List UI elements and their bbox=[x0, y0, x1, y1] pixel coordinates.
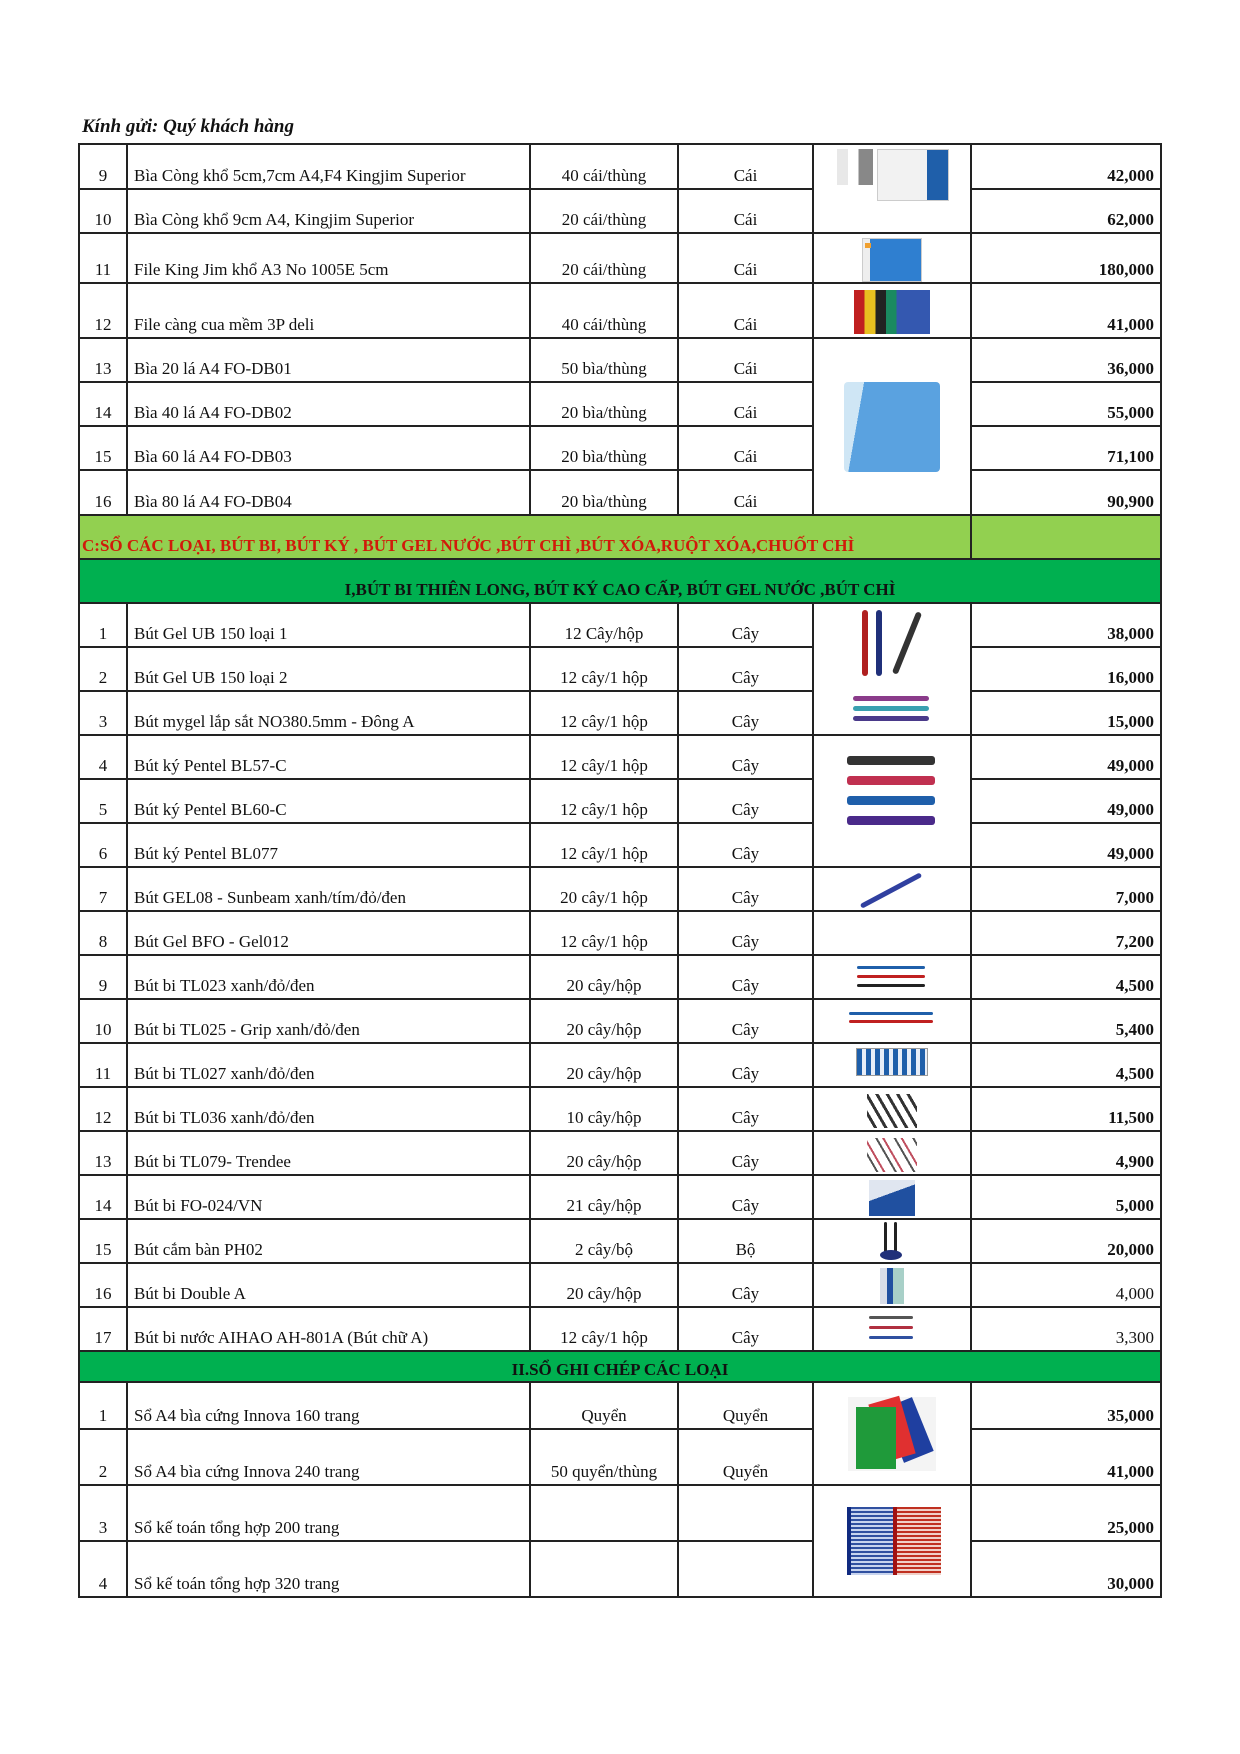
packing-quantity: 20 cây/hộp bbox=[530, 955, 678, 999]
packing-quantity: 50 quyển/thùng bbox=[530, 1429, 678, 1485]
pentel-pens-picture bbox=[847, 756, 937, 836]
unit-price: 4,900 bbox=[971, 1131, 1161, 1175]
mygel-pens-picture bbox=[853, 694, 931, 724]
packing-quantity: 20 cây/hộp bbox=[530, 1131, 678, 1175]
section-i-title: I,BÚT BI THIÊN LONG, BÚT KÝ CAO CẤP, BÚT GEL NƯỚC ,BÚT CHÌ bbox=[79, 559, 1161, 603]
item-description: Bút bi TL023 xanh/đỏ/đen bbox=[127, 955, 530, 999]
packing-quantity: 12 cây/1 hộp bbox=[530, 647, 678, 691]
unit-of-measure: Cây bbox=[678, 1131, 813, 1175]
packing-quantity bbox=[530, 1485, 678, 1541]
aihao-pens-picture bbox=[869, 1314, 915, 1342]
packing-quantity: 12 cây/1 hộp bbox=[530, 735, 678, 779]
table-row bbox=[79, 1131, 1161, 1175]
unit-of-measure: Cái bbox=[678, 283, 813, 338]
packing-quantity: 20 cây/hộp bbox=[530, 1043, 678, 1087]
row-number: 15 bbox=[79, 426, 127, 470]
unit-of-measure: Cái bbox=[678, 233, 813, 283]
unit-price: 90,900 bbox=[971, 470, 1161, 515]
price-list-table bbox=[78, 143, 1162, 1598]
unit-price: 42,000 bbox=[971, 144, 1161, 189]
unit-of-measure: Cây bbox=[678, 867, 813, 911]
row-number: 4 bbox=[79, 1541, 127, 1597]
packing-quantity: 10 cây/hộp bbox=[530, 1087, 678, 1131]
row-number: 17 bbox=[79, 1307, 127, 1351]
table-row bbox=[79, 338, 1161, 382]
packing-quantity: 20 cái/thùng bbox=[530, 233, 678, 283]
row-number: 16 bbox=[79, 1263, 127, 1307]
packing-quantity: 20 cái/thùng bbox=[530, 189, 678, 233]
item-description: Bút GEL08 - Sunbeam xanh/tím/đỏ/đen bbox=[127, 867, 530, 911]
packing-quantity: 20 cây/1 hộp bbox=[530, 867, 678, 911]
product-image-cell bbox=[813, 911, 971, 955]
unit-price: 49,000 bbox=[971, 823, 1161, 867]
item-description: Bút Gel BFO - Gel012 bbox=[127, 911, 530, 955]
unit-of-measure: Cây bbox=[678, 999, 813, 1043]
table-row bbox=[79, 1219, 1161, 1263]
item-description: Bút ký Pentel BL077 bbox=[127, 823, 530, 867]
tl023-pens-picture bbox=[857, 962, 927, 992]
table-row bbox=[79, 647, 1161, 691]
unit-price: 55,000 bbox=[971, 382, 1161, 426]
packing-quantity: 12 cây/1 hộp bbox=[530, 691, 678, 735]
packing-quantity: 2 cây/bộ bbox=[530, 1219, 678, 1263]
unit-price: 35,000 bbox=[971, 1382, 1161, 1429]
table-row bbox=[79, 144, 1161, 189]
product-image-cell bbox=[813, 283, 971, 338]
unit-price: 25,000 bbox=[971, 1485, 1161, 1541]
unit-of-measure: Cây bbox=[678, 603, 813, 647]
row-number: 14 bbox=[79, 1175, 127, 1219]
unit-of-measure bbox=[678, 1541, 813, 1597]
unit-price: 49,000 bbox=[971, 779, 1161, 823]
unit-price: 16,000 bbox=[971, 647, 1161, 691]
packing-quantity bbox=[530, 1541, 678, 1597]
item-description: Bút bi TL079- Trendee bbox=[127, 1131, 530, 1175]
table-row bbox=[79, 1382, 1161, 1429]
unit-price: 71,100 bbox=[971, 426, 1161, 470]
table-row bbox=[79, 1485, 1161, 1541]
packing-quantity: 20 bìa/thùng bbox=[530, 470, 678, 515]
table-row bbox=[79, 283, 1161, 338]
unit-price: 5,000 bbox=[971, 1175, 1161, 1219]
unit-of-measure: Quyển bbox=[678, 1382, 813, 1429]
item-description: Sổ kế toán tổng hợp 200 trang bbox=[127, 1485, 530, 1541]
table-row bbox=[79, 382, 1161, 426]
unit-price: 4,000 bbox=[971, 1263, 1161, 1307]
item-description: Bút bi FO-024/VN bbox=[127, 1175, 530, 1219]
packing-quantity: 12 Cây/hộp bbox=[530, 603, 678, 647]
row-number: 14 bbox=[79, 382, 127, 426]
clear-book-picture bbox=[844, 382, 940, 472]
table-row bbox=[79, 911, 1161, 955]
product-image-cell bbox=[813, 144, 971, 233]
table-row bbox=[79, 691, 1161, 735]
unit-of-measure: Cây bbox=[678, 1043, 813, 1087]
table-row bbox=[79, 1263, 1161, 1307]
packing-quantity: 20 bìa/thùng bbox=[530, 382, 678, 426]
item-description: Bìa 20 lá A4 FO-DB01 bbox=[127, 338, 530, 382]
section-ii-title: II.SỔ GHI CHÉP CÁC LOẠI bbox=[79, 1351, 1161, 1382]
item-description: Bút bi TL027 xanh/đỏ/đen bbox=[127, 1043, 530, 1087]
unit-price: 4,500 bbox=[971, 955, 1161, 999]
ring-binder-picture bbox=[837, 149, 947, 199]
product-image-cell bbox=[813, 1219, 971, 1263]
unit-of-measure: Cây bbox=[678, 911, 813, 955]
row-number: 11 bbox=[79, 233, 127, 283]
unit-of-measure: Cây bbox=[678, 691, 813, 735]
box-file-picture bbox=[862, 238, 922, 282]
item-description: Bút Gel UB 150 loại 1 bbox=[127, 603, 530, 647]
packing-quantity: 40 cái/thùng bbox=[530, 283, 678, 338]
fo024-pens-picture bbox=[869, 1180, 915, 1216]
unit-of-measure: Cây bbox=[678, 1087, 813, 1131]
unit-of-measure: Quyển bbox=[678, 1429, 813, 1485]
item-description: Bìa Còng khổ 5cm,7cm A4,F4 Kingjim Superior bbox=[127, 144, 530, 189]
row-number: 13 bbox=[79, 338, 127, 382]
unit-price: 7,000 bbox=[971, 867, 1161, 911]
tl027-box-picture bbox=[856, 1048, 928, 1076]
unit-price: 180,000 bbox=[971, 233, 1161, 283]
unit-price: 62,000 bbox=[971, 189, 1161, 233]
row-number: 7 bbox=[79, 867, 127, 911]
unit-of-measure: Cái bbox=[678, 470, 813, 515]
product-image-cell bbox=[813, 1131, 971, 1175]
row-number: 3 bbox=[79, 1485, 127, 1541]
unit-of-measure: Cây bbox=[678, 823, 813, 867]
item-description: Sổ kế toán tổng hợp 320 trang bbox=[127, 1541, 530, 1597]
packing-quantity: 50 bìa/thùng bbox=[530, 338, 678, 382]
product-image-cell bbox=[813, 1043, 971, 1087]
product-image-cell bbox=[813, 999, 971, 1043]
double-a-pens-picture bbox=[880, 1268, 904, 1304]
row-number: 10 bbox=[79, 999, 127, 1043]
item-description: Bút bi TL025 - Grip xanh/đỏ/đen bbox=[127, 999, 530, 1043]
packing-quantity: 12 cây/1 hộp bbox=[530, 823, 678, 867]
product-image-cell bbox=[813, 233, 971, 283]
table-row bbox=[79, 779, 1161, 823]
item-description: Bút bi Double A bbox=[127, 1263, 530, 1307]
table-row bbox=[79, 1307, 1161, 1351]
item-description: Sổ A4 bìa cứng Innova 240 trang bbox=[127, 1429, 530, 1485]
row-number: 1 bbox=[79, 603, 127, 647]
section-ii-header bbox=[79, 1351, 1161, 1382]
item-description: Bút bi TL036 xanh/đỏ/đen bbox=[127, 1087, 530, 1131]
row-number: 9 bbox=[79, 955, 127, 999]
product-image-cell bbox=[813, 1382, 971, 1485]
desk-pen-stand-picture bbox=[872, 1222, 912, 1262]
row-number: 5 bbox=[79, 779, 127, 823]
table-row bbox=[79, 1087, 1161, 1131]
packing-quantity: 20 cây/hộp bbox=[530, 1263, 678, 1307]
row-number: 10 bbox=[79, 189, 127, 233]
table-row bbox=[79, 470, 1161, 515]
unit-of-measure: Cây bbox=[678, 647, 813, 691]
row-number: 16 bbox=[79, 470, 127, 515]
unit-of-measure: Cây bbox=[678, 1263, 813, 1307]
product-image-cell bbox=[813, 1087, 971, 1131]
section-c-empty-cell bbox=[971, 515, 1161, 559]
packing-quantity: 40 cái/thùng bbox=[530, 144, 678, 189]
unit-price: 41,000 bbox=[971, 1429, 1161, 1485]
table-row bbox=[79, 233, 1161, 283]
tl036-pens-picture bbox=[867, 1094, 917, 1128]
row-number: 3 bbox=[79, 691, 127, 735]
innova-notebooks-picture bbox=[848, 1397, 936, 1471]
item-description: File King Jim khổ A3 No 1005E 5cm bbox=[127, 233, 530, 283]
table-row bbox=[79, 735, 1161, 779]
item-description: File càng cua mềm 3P deli bbox=[127, 283, 530, 338]
table-row bbox=[79, 999, 1161, 1043]
file-folders-picture bbox=[854, 290, 930, 334]
unit-of-measure: Cây bbox=[678, 1307, 813, 1351]
row-number: 1 bbox=[79, 1382, 127, 1429]
table-row bbox=[79, 426, 1161, 470]
item-description: Bìa 80 lá A4 FO-DB04 bbox=[127, 470, 530, 515]
item-description: Bìa Còng khổ 9cm A4, Kingjim Superior bbox=[127, 189, 530, 233]
tl025-pens-picture bbox=[849, 1010, 935, 1030]
unit-of-measure: Cái bbox=[678, 144, 813, 189]
product-image-cell bbox=[813, 1175, 971, 1219]
item-description: Bút Gel UB 150 loại 2 bbox=[127, 647, 530, 691]
row-number: 11 bbox=[79, 1043, 127, 1087]
greeting-heading: Kính gửi: Quý khách hàng bbox=[82, 116, 294, 137]
unit-price: 7,200 bbox=[971, 911, 1161, 955]
item-description: Bút cắm bàn PH02 bbox=[127, 1219, 530, 1263]
product-image-cell bbox=[813, 955, 971, 999]
product-image-cell bbox=[813, 735, 971, 867]
unit-price: 49,000 bbox=[971, 735, 1161, 779]
unit-of-measure: Cây bbox=[678, 1175, 813, 1219]
section-c-title: C:SỔ CÁC LOẠI, BÚT BI, BÚT KÝ , BÚT GEL NƯỚC ,BÚT CHÌ ,BÚT XÓA,RUỘT XÓA,CHUỐT CHÌ bbox=[79, 515, 971, 559]
table-row bbox=[79, 1541, 1161, 1597]
unit-price: 38,000 bbox=[971, 603, 1161, 647]
table-row bbox=[79, 1429, 1161, 1485]
row-number: 8 bbox=[79, 911, 127, 955]
row-number: 9 bbox=[79, 144, 127, 189]
unit-of-measure: Cây bbox=[678, 779, 813, 823]
unit-price: 30,000 bbox=[971, 1541, 1161, 1597]
product-image-cell bbox=[813, 603, 971, 735]
packing-quantity: 20 cây/hộp bbox=[530, 999, 678, 1043]
unit-of-measure: Cái bbox=[678, 189, 813, 233]
item-description: Bút bi nước AIHAO AH-801A (Bút chữ A) bbox=[127, 1307, 530, 1351]
sunbeam-pen-picture bbox=[857, 876, 927, 906]
unit-price: 15,000 bbox=[971, 691, 1161, 735]
tl079-pens-picture bbox=[867, 1138, 917, 1172]
item-description: Bút mygel lắp sắt NO380.5mm - Đông A bbox=[127, 691, 530, 735]
row-number: 13 bbox=[79, 1131, 127, 1175]
unit-of-measure bbox=[678, 1485, 813, 1541]
packing-quantity: 12 cây/1 hộp bbox=[530, 1307, 678, 1351]
row-number: 4 bbox=[79, 735, 127, 779]
unit-of-measure: Cái bbox=[678, 382, 813, 426]
unit-of-measure: Cái bbox=[678, 338, 813, 382]
unit-of-measure: Cây bbox=[678, 735, 813, 779]
table-row bbox=[79, 867, 1161, 911]
table-row bbox=[79, 823, 1161, 867]
packing-quantity: 12 cây/1 hộp bbox=[530, 779, 678, 823]
row-number: 2 bbox=[79, 647, 127, 691]
ledger-books-picture bbox=[847, 1507, 937, 1575]
row-number: 12 bbox=[79, 1087, 127, 1131]
unit-price: 36,000 bbox=[971, 338, 1161, 382]
packing-quantity: 21 cây/hộp bbox=[530, 1175, 678, 1219]
unit-of-measure: Bộ bbox=[678, 1219, 813, 1263]
product-image-cell bbox=[813, 1307, 971, 1351]
table-row bbox=[79, 1175, 1161, 1219]
table-row bbox=[79, 603, 1161, 647]
row-number: 6 bbox=[79, 823, 127, 867]
table-row bbox=[79, 1043, 1161, 1087]
packing-quantity: 12 cây/1 hộp bbox=[530, 911, 678, 955]
item-description: Bút ký Pentel BL57-C bbox=[127, 735, 530, 779]
unit-price: 5,400 bbox=[971, 999, 1161, 1043]
item-description: Bìa 40 lá A4 FO-DB02 bbox=[127, 382, 530, 426]
packing-quantity: 20 bìa/thùng bbox=[530, 426, 678, 470]
unit-of-measure: Cây bbox=[678, 955, 813, 999]
unit-price: 41,000 bbox=[971, 283, 1161, 338]
product-image-cell bbox=[813, 1263, 971, 1307]
gel-pens-picture bbox=[852, 610, 932, 680]
row-number: 15 bbox=[79, 1219, 127, 1263]
product-image-cell bbox=[813, 338, 971, 515]
product-image-cell bbox=[813, 867, 971, 911]
item-description: Sổ A4 bìa cứng Innova 160 trang bbox=[127, 1382, 530, 1429]
section-c-header bbox=[79, 515, 1161, 559]
unit-of-measure: Cái bbox=[678, 426, 813, 470]
table-row bbox=[79, 189, 1161, 233]
packing-quantity: Quyển bbox=[530, 1382, 678, 1429]
table-row bbox=[79, 955, 1161, 999]
unit-price: 3,300 bbox=[971, 1307, 1161, 1351]
unit-price: 4,500 bbox=[971, 1043, 1161, 1087]
unit-price: 11,500 bbox=[971, 1087, 1161, 1131]
product-image-cell bbox=[813, 1485, 971, 1597]
row-number: 12 bbox=[79, 283, 127, 338]
section-i-header bbox=[79, 559, 1161, 603]
item-description: Bìa 60 lá A4 FO-DB03 bbox=[127, 426, 530, 470]
unit-price: 20,000 bbox=[971, 1219, 1161, 1263]
item-description: Bút ký Pentel BL60-C bbox=[127, 779, 530, 823]
row-number: 2 bbox=[79, 1429, 127, 1485]
